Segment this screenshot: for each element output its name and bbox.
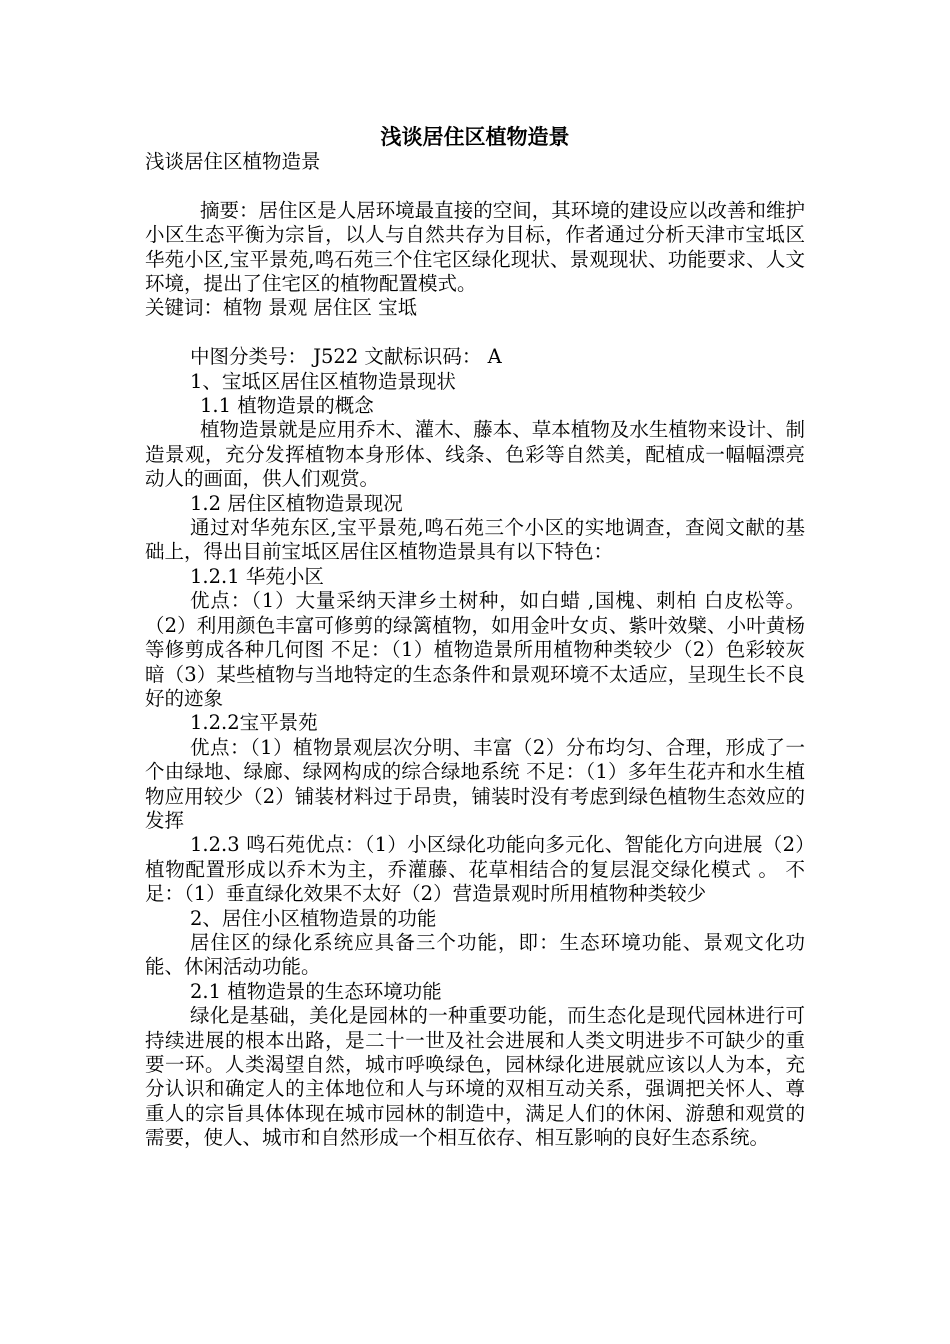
keywords-line: 关键词：植物 景观 居住区 宝坻: [145, 296, 418, 320]
body-paragraph: 优点：（1）大量采纳天津乡土树种，如白蜡 ,国槐、刺柏 白皮松等。（2）利用颜色丰富可修剪的绿篱植物，如用金叶女贞、紫叶效檗、小叶黄杨等修剪成各种几何图 不足：（1）植物造景所用植物种类较少（2）色彩较灰暗（3）某些植物与当地特定的生态条件和景观环境不太适应，呈现生长不良好的迹象: [145, 589, 805, 710]
subsection-heading: 1.2.1 华苑小区: [190, 564, 324, 588]
body-paragraph: 绿化是基础，美化是园林的一种重要功能，而生态化是现代园林进行可持续进展的根本出路，是二十一世及社会进展和人类文明进步不可缺少的重要一环。人类渴望自然，城市呼唤绿色，园林绿化进展就应该以人为本，充分认识和确定人的主体地位和人与环境的双相互动关系，强调把关怀人、尊重人的宗旨具体体现在城市园林的制造中，满足人们的休闲、游憩和观赏的需要，使人、城市和自然形成一个相互依存、相互影响的良好生态系统。: [145, 1004, 805, 1150]
blank-line: [145, 174, 805, 198]
subsection-heading: 1.1 植物造景的概念: [200, 394, 374, 418]
section-heading: 1、宝坻区居住区植物造景现状: [190, 369, 456, 393]
body-paragraph: 通过对华苑东区,宝平景苑,鸣石苑三个小区的实地调查，查阅文献的基础上，得出目前宝坻区居住区植物造景具有以下特色：: [145, 516, 805, 564]
subtitle: 浅谈居住区植物造景: [145, 150, 321, 173]
body-paragraph: 1.2.3 鸣石苑优点：（1）小区绿化功能向多元化、智能化方向进展（2）植物配置形成以乔木为主，乔灌藤、花草相结合的复层混交绿化模式 。 不足：（1）垂直绿化效果不太好（2）营造景观时所用植物种类较少: [145, 833, 805, 906]
subsection-heading: 1.2.2宝平景苑: [190, 711, 318, 735]
body-paragraph: 优点：（1）植物景观层次分明、丰富（2）分布均匀、合理，形成了一个由绿地、绿廊、绿网构成的综合绿地系统 不足：（1）多年生花卉和水生植物应用较少（2）铺装材料过于昂贵，铺装时没有考虑到绿色植物生态效应的发挥: [145, 735, 805, 832]
subsection-heading: 2.1 植物造景的生态环境功能: [190, 979, 442, 1003]
subsection-heading: 1.2 居住区植物造景现况: [190, 491, 403, 515]
document-body: [145, 150, 805, 1151]
document-title: 浅谈居住区植物造景: [380, 125, 570, 149]
body-paragraph: 居住区的绿化系统应具备三个功能，即：生态环境功能、景观文化功能、休闲活动功能。: [145, 930, 805, 979]
blank-line: [145, 321, 805, 345]
abstract-paragraph: 摘要：居住区是人居环境最直接的空间，其环境的建设应以改善和维护小区生态平衡为宗旨，以人与自然共存为目标，作者通过分析天津市宝坻区华苑小区,宝平景苑,鸣石苑三个住宅区绿化现状、景观现状、功能要求、人文环境，提出了住宅区的植物配置模式。: [145, 198, 805, 296]
classification-line: 中图分类号： J522 文献标识码： A: [190, 345, 502, 369]
section-heading: 2、居住小区植物造景的功能: [190, 906, 437, 930]
body-paragraph: 植物造景就是应用乔木、灌木、藤本、草本植物及水生植物来设计、制造景观，充分发挥植物本身形体、线条、色彩等自然美，配植成一幅幅漂亮动人的画面，供人们观赏。: [145, 418, 805, 491]
